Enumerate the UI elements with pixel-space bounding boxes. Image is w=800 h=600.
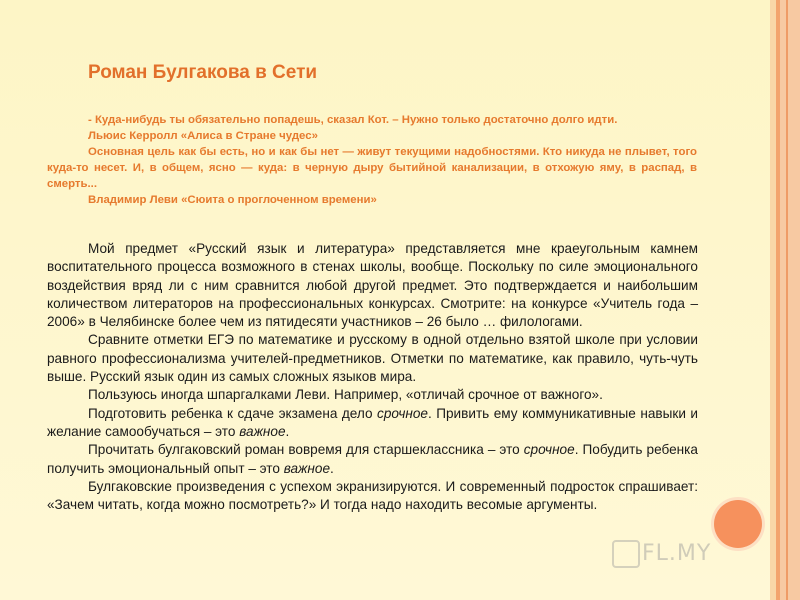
watermark: FL.MY	[642, 541, 712, 566]
emphasis-urgent: срочное	[523, 442, 575, 458]
right-decor-line-thin	[786, 0, 788, 600]
paragraph-5-text-start: Прочитать булгаковский роман вовремя для старшеклассника – это	[88, 442, 524, 458]
paragraph-4-text-end: .	[285, 423, 290, 439]
epigraph	[47, 112, 697, 208]
paragraph-2: Сравните отметки ЕГЭ по математике и русскому в одной отдельно взятой школе при условии равного профессионализма учителей-предметников. Отметки по математике, как правило, чуть-чуть выше. Русский язык один из самых сложных языков мира.	[47, 332, 698, 385]
paragraph-4-text-start: Подготовить ребенка к сдаче экзамена дело	[88, 405, 378, 421]
epigraph-source-1: Льюис Керролл «Алиса в Стране чудес»	[88, 130, 318, 142]
paragraph-4-text-mid: . Привить ему коммуникативные навыки и желание самообучаться – это	[47, 405, 698, 439]
emphasis-important: важное	[283, 460, 331, 476]
epigraph-quote-2: Основная цель как бы есть, но и как бы нет — живут текущими надобностями. Кто никуда не плывет, того куда-то несет. И, в общем, ясно — куда: в черную дыру бытийной канализации, в отхожую яму, в распад, в смерть...	[47, 146, 697, 190]
right-decor-band-outer	[780, 0, 800, 600]
epigraph-source-2: Владимир Леви «Сюита о проглоченном времени»	[88, 194, 377, 206]
slide-title: Роман Булгакова в Сети	[88, 62, 318, 83]
paragraph-1: Мой предмет «Русский язык и литература» представляется мне краеугольным камнем воспитательного процесса возможного в стенах школы, вообще. Поскольку по силе эмоционального воздействия вряд ли с ним сравнится любой другой предмет. Это подтверждается и наибольшим количеством литераторов на профессиональных конкурсах. Смотрите: на конкурсе «Учитель года – 2006» в Челябинске более чем из пятидесяти участников – 26 было … филологами.	[47, 241, 698, 330]
accent-circle	[714, 500, 762, 548]
paragraph-4	[47, 405, 698, 442]
paragraph-5-text-mid: . Побудить ребенка получить эмоциональный опыт – это	[47, 442, 698, 476]
epigraph-quote-1: - Куда-нибудь ты обязательно попадешь, сказал Кот. – Нужно только достаточно долго идти.	[88, 114, 618, 126]
emphasis-urgent: срочное	[377, 405, 428, 421]
paragraph-5-text-end: .	[330, 460, 334, 476]
paragraph-3: Пользуюсь иногда шпаргалками Леви. Например, «отличай срочное от важного».	[88, 387, 603, 403]
paragraph-6: Булгаковские произведения с успехом экранизируются. И современный подросток спрашивает: «Зачем читать, когда можно посмотреть?» И тогда надо находить весомые аргументы.	[47, 478, 698, 513]
emphasis-important: важное	[239, 423, 286, 439]
paragraph-5	[47, 441, 698, 478]
main-text	[47, 240, 698, 514]
